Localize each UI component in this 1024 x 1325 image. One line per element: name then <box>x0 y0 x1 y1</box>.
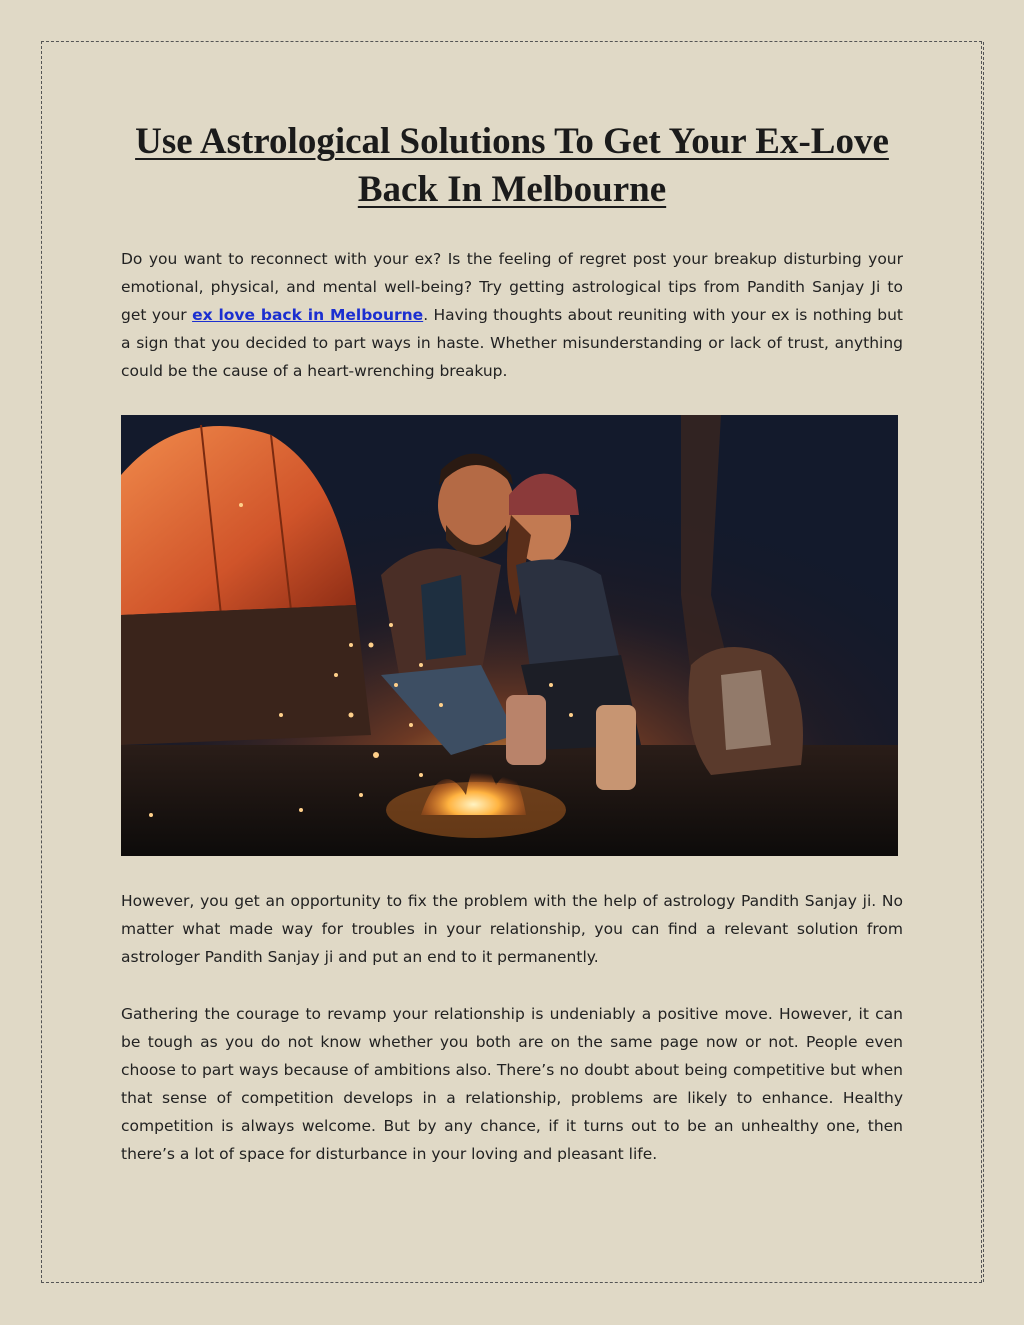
intro-paragraph <box>121 245 903 385</box>
third-paragraph: Gathering the courage to revamp your relationship is undeniably a positive move. However, it can be tough as you do not know whether you both are on the same page now or not. People even choose to part ways because of ambitions also. There’s no doubt about being competitive but when that sense of competition develops in a relationship, problems are likely to enhance. Healthy competition is always welcome. But by any chance, if it turns out to be an unhealthy one, then there’s a lot of space for disturbance in your loving and pleasant life. <box>121 1005 903 1163</box>
second-paragraph: However, you get an opportunity to fix the problem with the help of astrology Pandith Sanjay ji. No matter what made way for troubles in your relationship, you can find a relevant solution from astrologer Pandith Sanjay ji and put an end to it permanently. <box>121 892 903 966</box>
document-title: Use Astrological Solutions To Get Your Ex-Love Back In Melbourne <box>135 121 889 210</box>
ex-love-back-link[interactable]: ex love back in Melbourne <box>192 306 424 324</box>
intro-text-after-link: . Having thoughts about reuniting with your ex is nothing but a sign that you decided to part ways in haste. Whether misunderstanding or lack of trust, anything could be the cause of a heart-wrenching breakup. <box>121 306 903 380</box>
intro-text-before-link: Do you want to reconnect with your ex? Is the feeling of regret post your breakup disturbing your emotional, physical, and mental well-being? Try getting astrological tips from Pandith Sanjay Ji to get your <box>121 250 903 324</box>
couple-campfire-photo <box>121 415 898 856</box>
